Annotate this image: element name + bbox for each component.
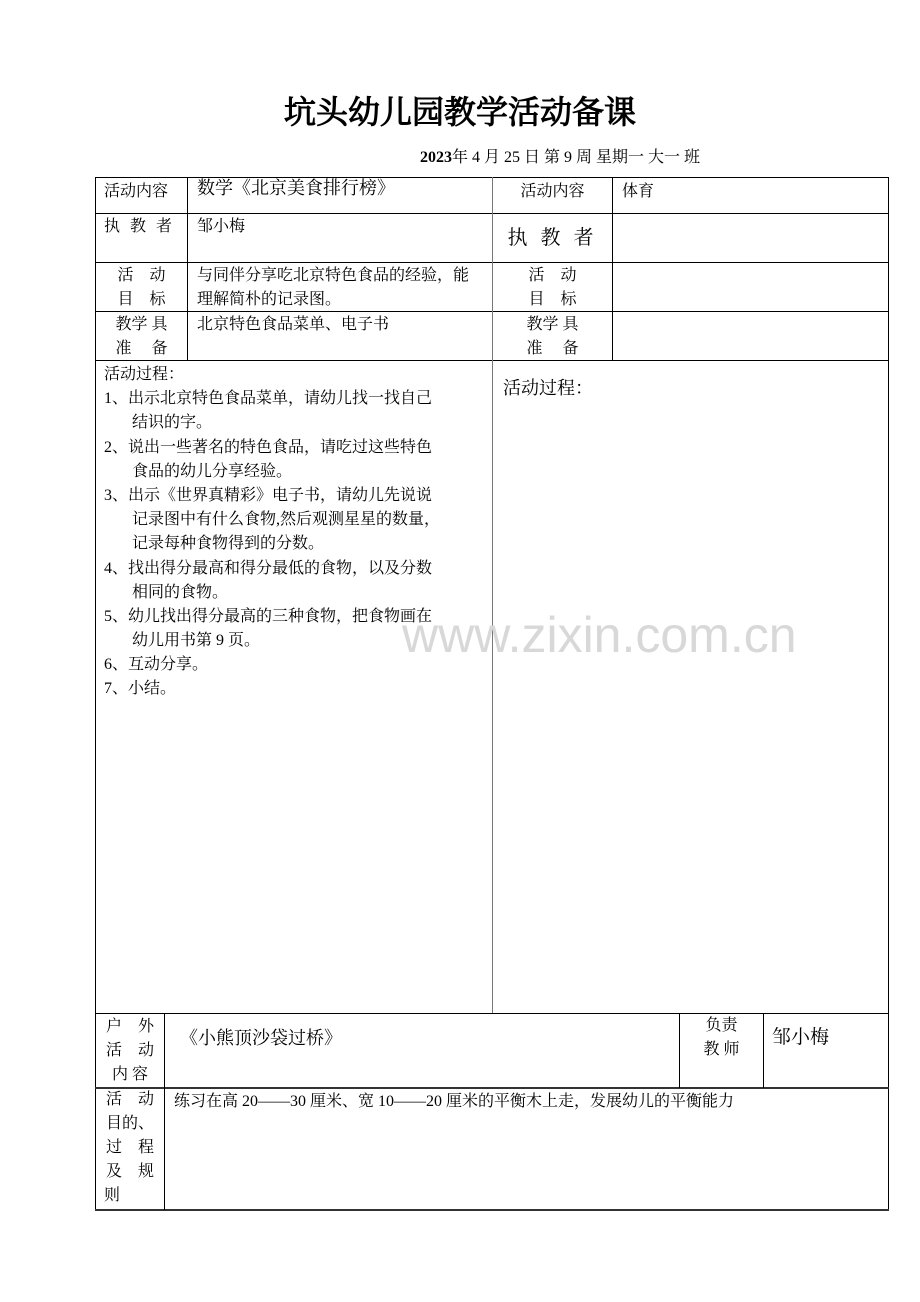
label-line: 则 (104, 1187, 121, 1204)
right-goal-label (493, 264, 612, 312)
label-line: 目的、 (105, 1115, 154, 1132)
process-step-cont: 记录每种食物得到的分数。 (132, 535, 325, 553)
process-step: 3、出示《世界真精彩》电子书，请幼儿先说说 (104, 486, 433, 504)
table-border (95, 1209, 889, 1211)
label-line: 户 外 (105, 1018, 154, 1035)
process-step-cont: 结识的字。 (132, 414, 213, 432)
goal-label (96, 264, 187, 312)
date-rest: 年 4 月 25 日 第 9 周 星期一 大一 班 (452, 149, 701, 166)
col-divider (612, 177, 613, 360)
label-line: 负责 (705, 1017, 738, 1034)
label-line: 过 程 (105, 1139, 154, 1156)
document-title: 坑头幼儿园教学活动备课 (283, 94, 636, 130)
process-title: 活动过程： (104, 366, 185, 383)
label-line: 教学 具 (526, 316, 579, 333)
process-step-cont: 幼儿用书第 9 页。 (132, 632, 261, 650)
outdoor-label (96, 1015, 164, 1087)
process-list (104, 363, 440, 702)
purpose-label (96, 1088, 164, 1208)
prep-label (96, 313, 187, 361)
label-line: 目 标 (117, 291, 166, 308)
process-step: 6、互动分享。 (104, 656, 209, 674)
text-line: 与同伴分享吃北京特色食品的经验，能 (197, 267, 470, 284)
purpose-value: 练习在高 20——30 厘米、宽 10——20 厘米的平衡木上走，发展幼儿的平衡能力 (174, 1093, 735, 1110)
outdoor-teacher: 邹小梅 (772, 1027, 830, 1048)
label-line: 活 动 (528, 267, 577, 284)
right-process-title: 活动过程： (503, 378, 593, 398)
label-line: 及 规 (105, 1163, 154, 1180)
year: 2023 (420, 149, 452, 166)
content-value: 数学《北京美食排行榜》 (197, 178, 395, 198)
label-line: 内 容 (111, 1066, 148, 1083)
row-divider (95, 1013, 889, 1014)
teacher-value: 邹小梅 (197, 218, 246, 235)
right-prep-label (493, 313, 612, 361)
goal-value (197, 264, 491, 312)
right-teacher-label: 执 教 者 (507, 227, 598, 249)
content-label: 活动内容 (104, 183, 169, 200)
label-line: 教学 具 (115, 316, 168, 333)
process-step: 1、出示北京特色食品菜单，请幼儿找一找自己 (104, 390, 433, 408)
process-step: 2、说出一些著名的特色食品，请吃过这些特色 (104, 438, 433, 456)
col-divider (187, 177, 188, 360)
prep-value: 北京特色食品菜单、电子书 (197, 316, 390, 333)
label-line: 活 动 (117, 267, 166, 284)
right-content-label: 活动内容 (520, 183, 585, 200)
teacher-label: 执 教 者 (104, 218, 176, 235)
label-line: 活 动 (105, 1091, 154, 1108)
label-line: 教 师 (703, 1041, 740, 1058)
process-step: 7、小结。 (104, 680, 177, 698)
label-line: 目 标 (528, 291, 577, 308)
outdoor-content: 《小熊顶沙袋过桥》 (180, 1028, 342, 1048)
outdoor-teacher-label (680, 1014, 763, 1062)
right-content-value: 体育 (622, 183, 655, 200)
label-line: 活 动 (105, 1042, 154, 1059)
text-line: 理解简朴的记录图。 (197, 291, 342, 308)
table-border (888, 177, 889, 1211)
col-divider (164, 1013, 165, 1210)
process-step-cont: 记录图中有什么食物,然后观测星星的数量， (132, 511, 441, 529)
process-step-cont: 相同的食物。 (132, 583, 229, 601)
process-step: 5、幼儿找出得分最高的三种食物，把食物画在 (104, 607, 433, 625)
date-line (420, 146, 700, 170)
process-step-cont: 食品的幼儿分享经验。 (132, 462, 293, 480)
watermark: www.zixin.com.cn (402, 607, 797, 663)
label-line: 准 备 (115, 340, 168, 357)
col-divider (763, 1013, 764, 1088)
row-divider (95, 1087, 889, 1089)
process-step: 4、找出得分最高和得分最低的食物，以及分数 (104, 559, 433, 577)
label-line: 准 备 (526, 340, 579, 357)
